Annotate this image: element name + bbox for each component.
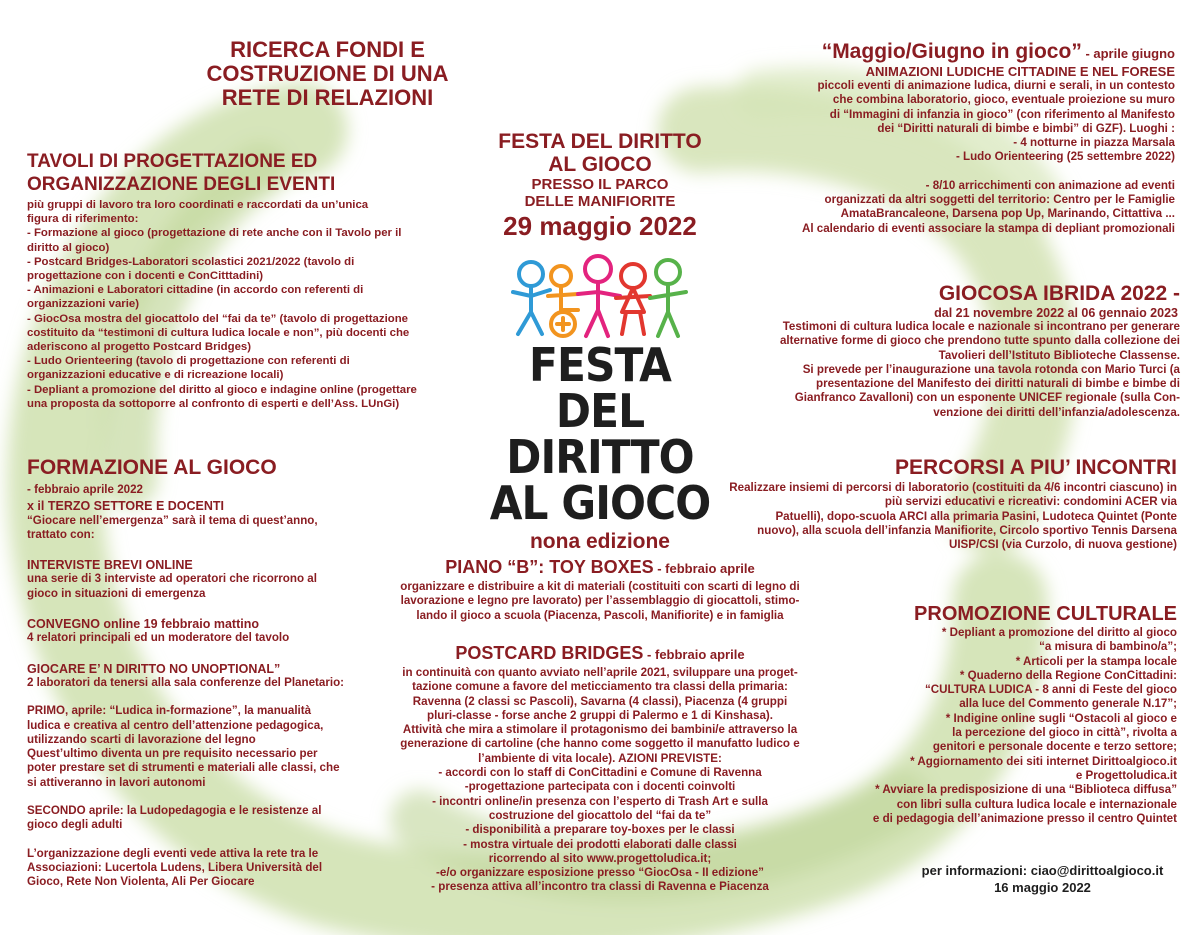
primo-line: poter prestare set di strumenti e materiali alle classi, che bbox=[27, 761, 340, 775]
secondo-line: SECONDO aprile: la Ludopedagogia e le resistenze al bbox=[27, 804, 322, 818]
formazione-intro-line: “Giocare nell’emergenza” sarà il tema di quest’anno, bbox=[27, 513, 318, 527]
postcard-period: - febbraio aprile bbox=[643, 647, 745, 662]
percorsi-section bbox=[715, 455, 1177, 552]
formazione-intro bbox=[27, 514, 372, 543]
tavoli-line: - GiocOsa mostra del giocattolo del “fai da te” (tavolo di progettazione bbox=[27, 312, 409, 325]
postcard-line: - accordi con lo staff di ConCittadini e Comune di Ravenna bbox=[438, 766, 762, 780]
maggio-line: piccoli eventi di animazione ludica, diurni e serali, in un contesto bbox=[817, 79, 1175, 92]
postcard-line: in continuità con quanto avviato nell’aprile 2021, sviluppare una proget- bbox=[402, 666, 798, 679]
ricerca-title-line: COSTRUZIONE DI UNA bbox=[206, 61, 449, 86]
promozione-section bbox=[760, 602, 1177, 826]
tavoli-line: - Depliant a promozione del diritto al gioco e indagine online (progettare bbox=[27, 383, 417, 396]
giocosa-period: dal 21 novembre 2022 al 06 gennaio 2023 bbox=[934, 306, 1178, 320]
promozione-line: * Quaderno della Regione ConCittadini: bbox=[959, 668, 1177, 682]
postcard-line: -progettazione partecipata con i docenti coinvolti bbox=[464, 780, 736, 794]
tavoli-line: - Postcard Bridges-Laboratori scolastici 2021/2022 (tavolo di bbox=[27, 255, 355, 268]
percorsi-line: nuovo), alla scuola dell’infanzia Manifiorite, Circolo sportivo Tennis Darsena bbox=[757, 523, 1177, 537]
giocosa-title: GIOCOSA IBRIDA 2022 - bbox=[938, 282, 1180, 305]
tavoli-line: diritto al gioco) bbox=[27, 241, 110, 254]
children-logo-icon bbox=[508, 252, 698, 344]
festa-logo-title bbox=[470, 338, 730, 555]
maggio-subtitle: ANIMAZIONI LUDICHE CITTADINE E NEL FORESE bbox=[865, 64, 1175, 79]
maggio-body bbox=[730, 79, 1175, 165]
promozione-line: la percezione del gioco in città”, rivolta a bbox=[952, 726, 1177, 740]
interviste-body bbox=[27, 572, 372, 601]
maggio-line: - Ludo Orienteering (25 settembre 2022) bbox=[955, 150, 1175, 164]
promozione-line: con libri sulla cultura ludica locale e internazionale bbox=[896, 797, 1177, 811]
percorsi-line: più servizi educativi e ricreativi: condomini ACER via bbox=[884, 495, 1177, 509]
contact-email[interactable]: per informazioni: ciao@dirittoalgioco.it bbox=[921, 863, 1164, 878]
percorsi-line: Realizzare insiemi di percorsi di laboratorio (costituiti da 4/6 incontri ciascuno) in bbox=[729, 481, 1177, 494]
promozione-line: * Aggiornamento dei siti internet Dirittoalgioco.it bbox=[910, 754, 1177, 768]
formazione-target: x il TERZO SETTORE E DOCENTI bbox=[27, 499, 225, 514]
giocosa-line: venzione dei diritti dell’infanzia/adolescenza. bbox=[933, 405, 1180, 419]
maggio-period: - aprile giugno bbox=[1081, 46, 1175, 61]
rete-line: Gioco, Rete Non Violenta, Ali Per Giocare bbox=[27, 875, 255, 889]
maggio-body-2 bbox=[730, 179, 1175, 236]
logo-title-line: FESTA DEL bbox=[528, 338, 672, 438]
percorsi-line: Patuelli), dopo-scuola ARCI alla primaria Pasini, Ludoteca Quintet (Ponte bbox=[775, 509, 1177, 523]
interviste-title: INTERVISTE BREVI ONLINE bbox=[27, 558, 193, 573]
tavoli-title-line: TAVOLI DI PROGETTAZIONE ED bbox=[27, 151, 318, 172]
postcard-section bbox=[385, 643, 815, 895]
giocosa-line: Testimoni di cultura ludica locale e nazionale si incontrano per generare bbox=[782, 320, 1180, 333]
tavoli-line: più gruppi di lavoro tra loro coordinati e raccordati da un’unica bbox=[27, 199, 369, 211]
piano-body bbox=[385, 580, 815, 623]
giocare-title: GIOCARE E’ N DIRITTO NO UNOPTIONAL” bbox=[27, 661, 281, 676]
maggio-line: AmataBrancaleone, Darsena pop Up, Marinando, Cittattiva ... bbox=[840, 207, 1175, 221]
promozione-line: * Articoli per la stampa locale bbox=[1015, 654, 1177, 668]
tavoli-line: - Formazione al gioco (progettazione di rete anche con il Tavolo per il bbox=[27, 227, 402, 240]
festa-line3: PRESSO IL PARCO bbox=[531, 176, 669, 193]
maggio-line: organizzati da altri soggetti del territorio: Centro per le Famiglie bbox=[824, 193, 1175, 207]
formazione-section bbox=[27, 456, 372, 890]
percorsi-line: UISP/CSI (via Curzolo, di nuova gestione) bbox=[948, 538, 1177, 552]
tavoli-title bbox=[27, 150, 407, 196]
primo-line: si attiveranno in lavori autonomi bbox=[27, 775, 206, 789]
piano-line: lavorazione e legno pre lavorato) per l’assemblaggio di giocattoli, stimo- bbox=[400, 594, 800, 608]
maggio-line: dei “Diritti naturali di bimbe e bimbi” di GZF). Luoghi : bbox=[877, 121, 1175, 135]
postcard-body bbox=[385, 666, 815, 895]
piano-period: - febbraio aprile bbox=[653, 561, 755, 576]
maggio-line: - 8/10 arricchimenti con animazione ad eventi bbox=[925, 178, 1175, 192]
secondo-body bbox=[27, 804, 372, 833]
maggio-section bbox=[730, 40, 1175, 236]
promozione-line: e Progettoludica.it bbox=[1075, 768, 1177, 782]
festa-edition: nona edizione bbox=[529, 530, 670, 553]
postcard-line: costruzione del giocattolo del “fai da te” bbox=[488, 808, 712, 822]
promozione-line: e di pedagogia dell’animazione presso il centro Quintet bbox=[872, 811, 1177, 825]
postcard-title: POSTCARD BRIDGES bbox=[455, 643, 644, 663]
festa-line4: DELLE MANIFIORITE bbox=[524, 193, 676, 210]
promozione-line: genitori e personale docente e terzo settore; bbox=[932, 740, 1177, 754]
tavoli-line: una proposta da sottoporre al confronto di esperti e dell’Ass. LUnGi) bbox=[27, 397, 400, 410]
piano-section bbox=[385, 557, 815, 623]
promozione-line: “CULTURA LUDICA - 8 anni di Feste del gioco bbox=[924, 683, 1177, 697]
footer-date: 16 maggio 2022 bbox=[994, 880, 1091, 895]
formazione-title: FORMAZIONE AL GIOCO bbox=[27, 456, 277, 479]
rete-line: L’organizzazione degli eventi vede attiva la rete tra le bbox=[27, 846, 319, 860]
giocosa-section bbox=[730, 282, 1180, 420]
piano-heading bbox=[385, 557, 815, 578]
promozione-line: alla luce del Commento generale N.17”; bbox=[959, 697, 1177, 711]
convegno-title: CONVEGNO online 19 febbraio mattino bbox=[27, 617, 259, 632]
maggio-line: che combina laboratorio, gioco, eventuale proiezione su muro bbox=[832, 93, 1175, 107]
piano-line: organizzare e distribuire a kit di materiali (costituiti con scarti di legno di bbox=[400, 580, 800, 593]
postcard-heading bbox=[385, 643, 815, 664]
tavoli-line: - Animazioni e Laboratori cittadine (in accordo con referenti di bbox=[27, 284, 364, 297]
ricerca-title-line: RICERCA FONDI E bbox=[230, 37, 425, 62]
promozione-body bbox=[760, 626, 1177, 826]
giocosa-body bbox=[730, 320, 1180, 420]
postcard-line: generazione di cartoline (che hanno come soggetto il manufatto ludico e bbox=[400, 737, 800, 751]
maggio-heading bbox=[730, 40, 1175, 64]
postcard-line: pluri-classe - forse anche 2 gruppi di Palermo e 1 di Kinshasa). bbox=[427, 708, 773, 722]
festa-line1: FESTA DEL DIRITTO bbox=[498, 130, 702, 153]
festa-date: 29 maggio 2022 bbox=[503, 211, 697, 241]
tavoli-line: organizzazioni educative e di ricreazione locali) bbox=[27, 369, 284, 382]
tavoli-line: - Ludo Orienteering (tavolo di progettazione con referenti di bbox=[27, 355, 350, 368]
footer bbox=[890, 862, 1195, 896]
primo-line: ludica e creativa al centro dell’attenzione pedagogica, bbox=[27, 718, 324, 732]
giocosa-line: presentazione del Manifesto dei diritti naturali di bimbe e bimbe di bbox=[816, 377, 1180, 391]
promozione-title: PROMOZIONE CULTURALE bbox=[914, 603, 1177, 625]
interviste-line: una serie di 3 interviste ad operatori che ricorrono al bbox=[27, 572, 317, 586]
maggio-line: - 4 notturne in piazza Marsala bbox=[1013, 136, 1175, 150]
piano-line: lando il gioco a scuola (Piacenza, Pascoli, Manifiorite) e in famiglia bbox=[416, 608, 784, 622]
percorsi-title: PERCORSI A PIU’ INCONTRI bbox=[895, 456, 1177, 479]
logo-title-line: DIRITTO bbox=[506, 430, 694, 484]
festa-header bbox=[450, 130, 750, 242]
promozione-line: “a misura di bambino/a”; bbox=[1039, 640, 1177, 654]
secondo-line: gioco degli adulti bbox=[27, 818, 123, 832]
postcard-line: tazione comune a favore del meticciamento tra classi della primaria: bbox=[412, 680, 788, 694]
primo-line: PRIMO, aprile: “Ludica in-formazione”, la manualità bbox=[27, 704, 312, 718]
maggio-title: “Maggio/Giugno in gioco” bbox=[821, 40, 1082, 63]
formazione-intro-line: trattato con: bbox=[27, 527, 95, 541]
postcard-line: - disponibilità a preparare toy-boxes per le classi bbox=[465, 823, 735, 837]
ricerca-fondi-title bbox=[185, 38, 470, 110]
tavoli-line: aderiscono al progetto Postcard Bridges) bbox=[27, 341, 252, 354]
giocosa-line: Gianfranco Zavalloni) con un esponente UNICEF regionale (sulla Con- bbox=[794, 391, 1180, 405]
promozione-line: * Avviare la predisposizione di una “Biblioteca diffusa” bbox=[875, 783, 1177, 797]
convegno-body: 4 relatori principali ed un moderatore del tavolo bbox=[27, 631, 290, 645]
tavoli-line: figura di riferimento: bbox=[27, 213, 139, 226]
postcard-line: - mostra virtuale dei prodotti elaborati dalle classi bbox=[463, 837, 737, 851]
ricerca-title-line: RETE DI RELAZIONI bbox=[221, 85, 434, 110]
formazione-period: - febbraio aprile 2022 bbox=[27, 483, 143, 496]
primo-line: Quest’ultimo diventa un pre requisito necessario per bbox=[27, 747, 318, 761]
postcard-line: - presenza attiva all’incontro tra classi di Ravenna e Piacenza bbox=[431, 880, 769, 894]
giocosa-line: Tavolieri dell’Istituto Biblioteche Classense. bbox=[938, 348, 1180, 362]
tavoli-line: progettazione con i docenti e ConCitttadini) bbox=[27, 270, 264, 283]
giocare-body: 2 laboratori da tenersi alla sala conferenze del Planetario: bbox=[27, 675, 345, 689]
primo-line: utilizzando scarti di lavorazione del legno bbox=[27, 732, 256, 746]
maggio-line: Al calendario di eventi associare la stampa di depliant promozionali bbox=[801, 221, 1175, 235]
rete-body bbox=[27, 847, 372, 890]
tavoli-title-line: ORGANIZZAZIONE DEGLI EVENTI bbox=[27, 174, 336, 195]
maggio-line: di “Immagini di infanzia in gioco” (con riferimento al Manifesto bbox=[829, 107, 1175, 121]
rete-line: Associazioni: Lucertola Ludens, Libera Università del bbox=[27, 860, 323, 874]
tavoli-body bbox=[27, 198, 417, 411]
giocosa-line: alternative forme di gioco che prendono tutte spunto dalla collezione dei bbox=[779, 334, 1180, 348]
promozione-line: * Depliant a promozione del diritto al gioco bbox=[941, 626, 1177, 639]
promozione-line: * Indigine online sugli “Ostacoli al gioco e bbox=[945, 711, 1177, 725]
tavoli-section bbox=[27, 150, 417, 411]
giocosa-line: Si prevede per l’inaugurazione una tavola rotonda con Mario Turci (a bbox=[802, 362, 1180, 376]
postcard-line: - incontri online/in presenza con l’esperto di Trash Art e sulla bbox=[432, 794, 768, 808]
piano-title: PIANO “B”: TOY BOXES bbox=[445, 557, 654, 577]
festa-line2: AL GIOCO bbox=[548, 153, 652, 176]
postcard-line: ricorrendo al sito www.progettoludica.it; bbox=[488, 851, 712, 865]
percorsi-body bbox=[715, 481, 1177, 552]
interviste-line: gioco in situazioni di emergenza bbox=[27, 586, 206, 600]
postcard-line: -e/o organizzare esposizione presso “GiocOsa - II edizione” bbox=[436, 866, 764, 880]
tavoli-line: costituito da “testimoni di cultura ludica locale e non”, più docenti che bbox=[27, 326, 410, 339]
logo-title-line: AL GIOCO bbox=[489, 476, 711, 530]
postcard-line: Ravenna (2 classi sc Pascoli), Savarna (4 classi), Piacenza (4 gruppi bbox=[412, 694, 788, 708]
postcard-line: l’ambiente di vita locale). AZIONI PREVISTE: bbox=[478, 751, 722, 765]
tavoli-line: organizzazioni varie) bbox=[27, 298, 140, 311]
primo-body bbox=[27, 704, 372, 790]
postcard-line: Attività che mira a stimolare il protagonismo dei bambini/e attraverso la bbox=[402, 723, 798, 737]
